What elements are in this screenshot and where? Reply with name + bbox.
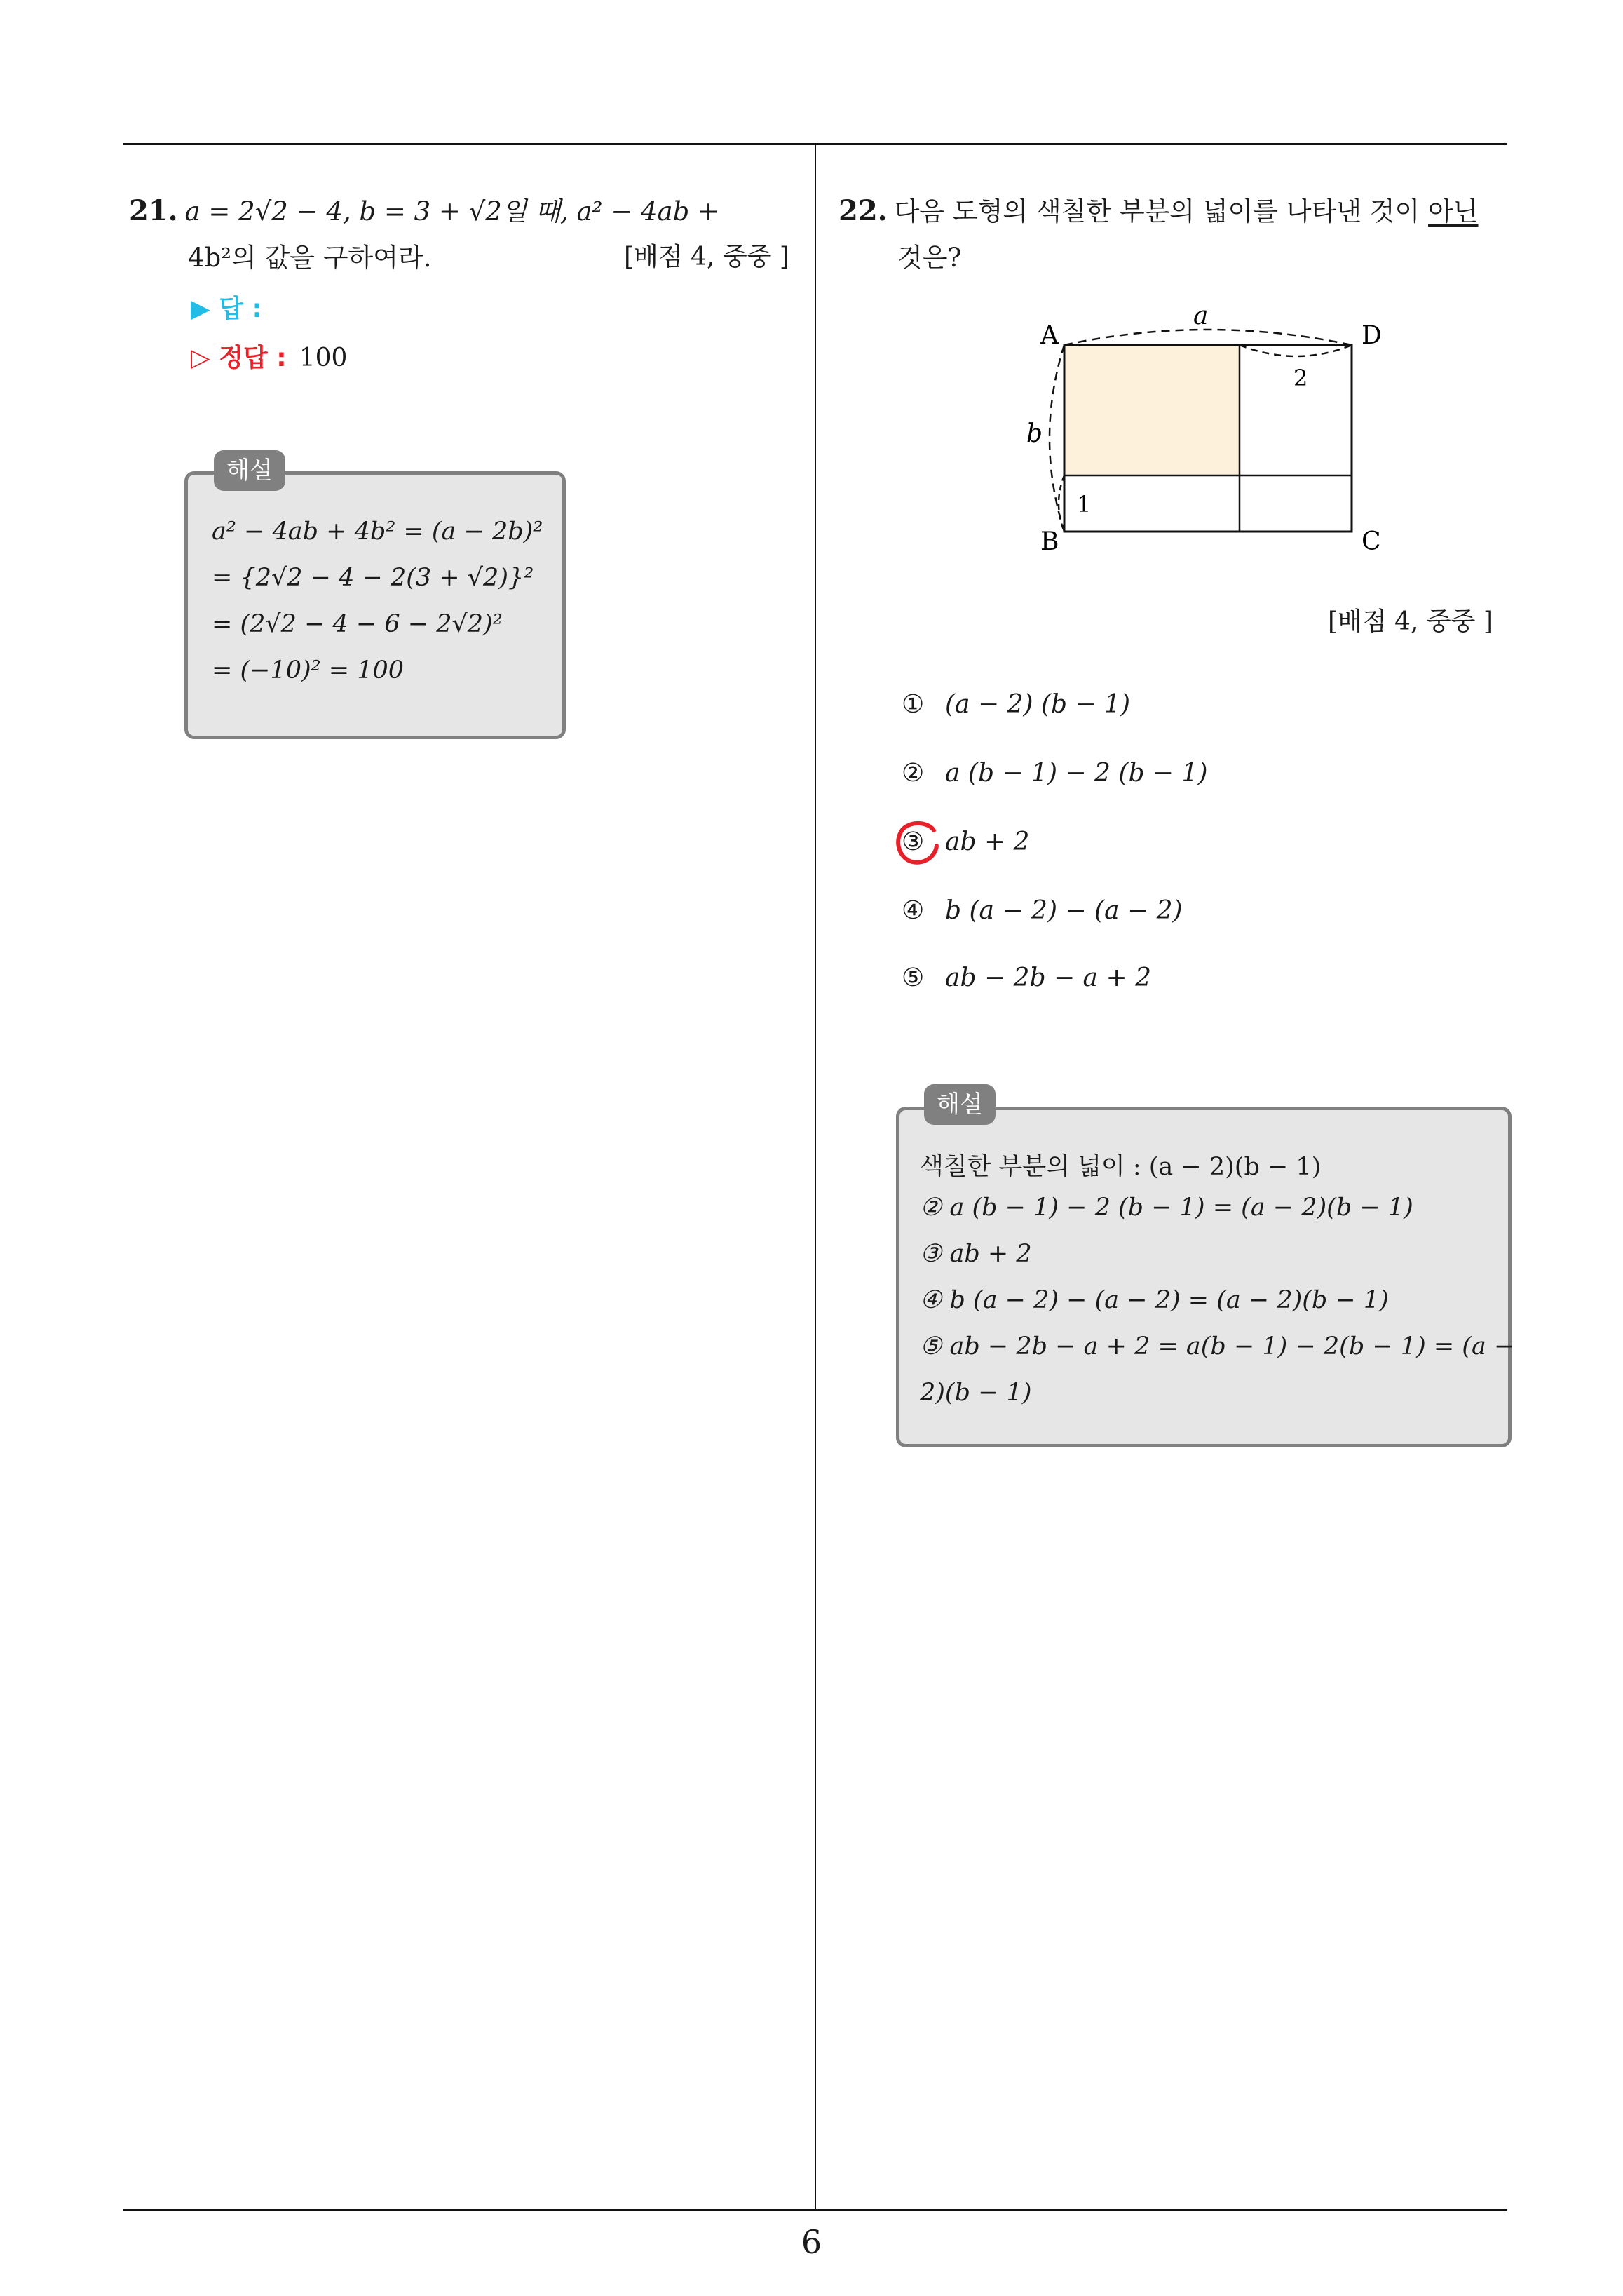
left-dashed-arc bbox=[1050, 345, 1064, 532]
question-22-text-line2: 것은? bbox=[897, 243, 962, 273]
question-22-text-line1: 다음 도형의 색칠한 부분의 넓이를 나타낸 것이 bbox=[894, 196, 1429, 227]
label-2: 2 bbox=[1293, 365, 1308, 391]
selected-answer-circle bbox=[893, 818, 944, 868]
dashed-arc-2 bbox=[1240, 345, 1352, 356]
rectangle-diagram bbox=[1010, 295, 1402, 561]
top-dashed-arc bbox=[1064, 330, 1352, 345]
option-4-text: b (a − 2) − (a − 2) bbox=[945, 896, 1183, 925]
q21-expl-line-4: = (−10)² = 100 bbox=[212, 656, 405, 684]
option-4[interactable] bbox=[902, 896, 1183, 925]
option-3-text: ab + 2 bbox=[945, 828, 1030, 856]
correct-label: ▷ 정답 : bbox=[191, 344, 287, 372]
question-21-number: 21. bbox=[129, 194, 178, 227]
question-21-text-line2: 4b²의 값을 구하여라. bbox=[188, 243, 432, 273]
option-2-marker: ② bbox=[902, 759, 925, 788]
q22-expl-line-1: 색칠한 부분의 넓이 : (a − 2)(b − 1) bbox=[920, 1153, 1322, 1181]
question-22-underlined-word: 아닌 bbox=[1428, 196, 1479, 227]
option-1[interactable] bbox=[902, 690, 1130, 719]
label-C: C bbox=[1361, 527, 1381, 556]
q21-expl-line-3: = (2√2 − 4 − 6 − 2√2)² bbox=[212, 610, 503, 638]
question-22-number: 22. bbox=[838, 194, 888, 227]
question-21-answer-label: ▶ 답 : bbox=[191, 295, 262, 323]
q22-expl-line-6: 2)(b − 1) bbox=[920, 1379, 1032, 1407]
option-5[interactable] bbox=[902, 964, 1151, 992]
option-5-marker: ⑤ bbox=[902, 964, 925, 992]
option-4-marker: ④ bbox=[902, 896, 925, 925]
question-21-explanation-box bbox=[184, 471, 566, 739]
shaded-region bbox=[1064, 345, 1240, 475]
option-2-text: a (b − 1) − 2 (b − 1) bbox=[945, 759, 1208, 788]
label-A: A bbox=[1040, 321, 1059, 350]
bottom-rule bbox=[123, 2209, 1507, 2211]
option-2[interactable] bbox=[902, 759, 1207, 788]
question-21-text-line1: a = 2√2 − 4, b = 3 + √2일 때, a² − 4ab + bbox=[184, 196, 720, 227]
page-number: 6 bbox=[801, 2223, 822, 2261]
label-D: D bbox=[1361, 321, 1382, 350]
label-B: B bbox=[1040, 527, 1059, 556]
label-1: 1 bbox=[1077, 491, 1092, 518]
question-22 bbox=[838, 188, 1526, 281]
question-21-explanation-tab: 해설 bbox=[214, 450, 285, 491]
correct-value: 100 bbox=[299, 344, 348, 372]
q22-expl-line-4: ④ b (a − 2) − (a − 2) = (a − 2)(b − 1) bbox=[920, 1286, 1389, 1314]
option-1-text: (a − 2) (b − 1) bbox=[945, 690, 1131, 719]
q22-expl-line-3: ③ ab + 2 bbox=[920, 1240, 1032, 1268]
question-21-score: [배점 4, 중중 ] bbox=[624, 243, 789, 271]
label-a: a bbox=[1193, 302, 1209, 330]
q22-expl-line-2: ② a (b − 1) − 2 (b − 1) = (a − 2)(b − 1) bbox=[920, 1194, 1413, 1222]
q21-expl-line-1: a² − 4ab + 4b² = (a − 2b)² bbox=[212, 518, 543, 546]
question-22-score: [배점 4, 중중 ] bbox=[1328, 607, 1493, 636]
q21-expl-line-2: = {2√2 − 4 − 2(3 + √2)}² bbox=[212, 564, 534, 592]
column-divider bbox=[815, 144, 816, 2210]
question-21-correct-answer bbox=[191, 338, 347, 374]
option-5-text: ab − 2b − a + 2 bbox=[945, 964, 1151, 992]
question-22-explanation-tab: 해설 bbox=[924, 1084, 996, 1125]
label-b: b bbox=[1026, 419, 1043, 448]
option-1-marker: ① bbox=[902, 690, 925, 719]
option-3-marker: ③ bbox=[902, 828, 925, 856]
q22-expl-line-5: ⑤ ab − 2b − a + 2 = a(b − 1) − 2(b − 1) = (a − bbox=[920, 1332, 1515, 1360]
